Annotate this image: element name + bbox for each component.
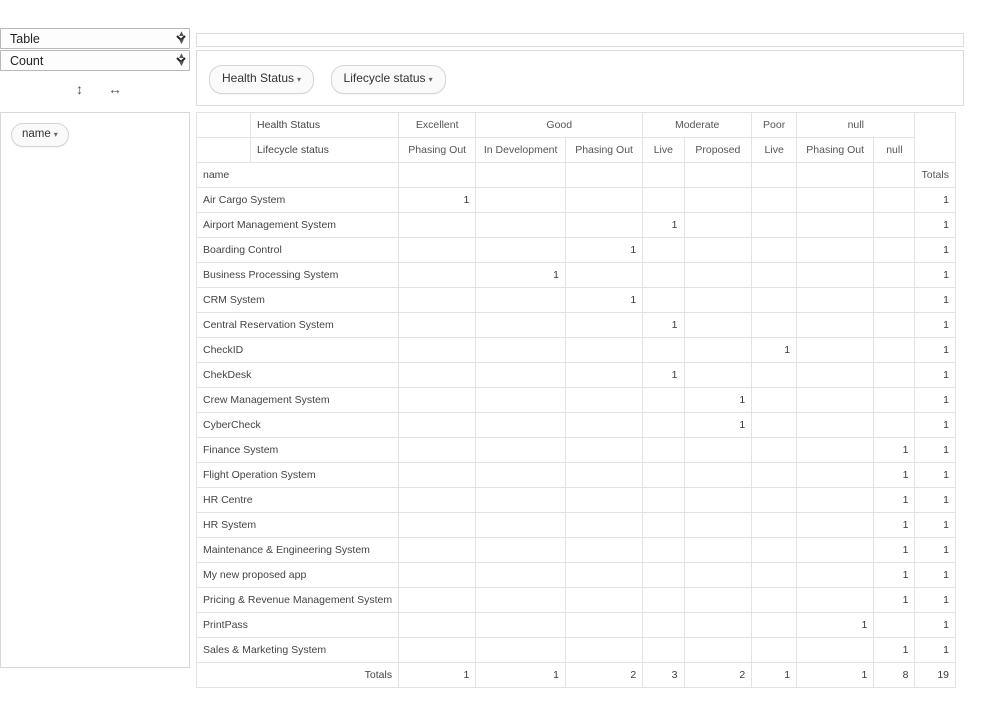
corner-blank-totals-top (915, 113, 956, 163)
filter-fields-dropzone[interactable] (196, 50, 964, 106)
cell-r13-c4 (684, 513, 752, 538)
cell-r14-c6 (797, 538, 874, 563)
cell-r6-c4 (684, 338, 752, 363)
cell-r10-c6 (797, 438, 874, 463)
cell-r11-c1 (476, 463, 566, 488)
row-header-12[interactable]: HR Centre (197, 488, 399, 513)
cell-r15-c7: 1 (874, 563, 915, 588)
cell-r3-c0 (399, 263, 476, 288)
cell-r9-c3 (643, 413, 684, 438)
cell-r4-c5 (752, 288, 797, 313)
cell-r12-c0 (399, 488, 476, 513)
row-total-15: 1 (915, 563, 956, 588)
column-total-5: 1 (752, 663, 797, 688)
table-row (197, 588, 956, 613)
row-total-12: 1 (915, 488, 956, 513)
cell-r8-c7 (874, 388, 915, 413)
aggregator-select[interactable] (0, 50, 190, 71)
cell-r2-c0 (399, 238, 476, 263)
cell-r10-c1 (476, 438, 566, 463)
cell-r4-c3 (643, 288, 684, 313)
cell-r3-c3 (643, 263, 684, 288)
cell-r1-c2 (565, 213, 642, 238)
renderer-select-row (0, 28, 190, 49)
row-total-14: 1 (915, 538, 956, 563)
cell-r11-c7: 1 (874, 463, 915, 488)
table-row (197, 188, 956, 213)
filter-chip-lifecycle-status[interactable] (331, 65, 446, 94)
row-header-8[interactable]: Crew Management System (197, 388, 399, 413)
cell-r0-c5 (752, 188, 797, 213)
cell-r0-c1 (476, 188, 566, 213)
cell-r18-c6 (797, 638, 874, 663)
spinner-down-icon: ▼ (177, 59, 186, 68)
spinner-down-icon: ▼ (177, 37, 186, 46)
totals-column-header: Totals (915, 163, 956, 188)
table-row (197, 238, 956, 263)
cell-r13-c7: 1 (874, 513, 915, 538)
corner-blank-4 (476, 163, 566, 188)
col-group-null[interactable]: null (797, 113, 915, 138)
table-row (197, 388, 956, 413)
filter-chip-label: Lifecycle status (343, 71, 426, 85)
column-total-7: 8 (874, 663, 915, 688)
cell-r18-c0 (399, 638, 476, 663)
cell-r9-c6 (797, 413, 874, 438)
corner-blank-3 (399, 163, 476, 188)
cell-r8-c6 (797, 388, 874, 413)
cell-r5-c6 (797, 313, 874, 338)
cell-r9-c7 (874, 413, 915, 438)
cell-r15-c3 (643, 563, 684, 588)
row-total-10: 1 (915, 438, 956, 463)
cell-r13-c6 (797, 513, 874, 538)
row-header-7[interactable]: ChekDesk (197, 363, 399, 388)
table-row (197, 463, 956, 488)
row-header-18[interactable]: Sales & Marketing System (197, 638, 399, 663)
cell-r6-c5: 1 (752, 338, 797, 363)
cell-r14-c2 (565, 538, 642, 563)
row-total-7: 1 (915, 363, 956, 388)
row-header-4[interactable]: CRM System (197, 288, 399, 313)
cell-r9-c1 (476, 413, 566, 438)
row-header-3[interactable]: Business Processing System (197, 263, 399, 288)
cell-r18-c7: 1 (874, 638, 915, 663)
cell-r2-c5 (752, 238, 797, 263)
cell-r11-c5 (752, 463, 797, 488)
column-total-6: 1 (797, 663, 874, 688)
column-total-2: 2 (565, 663, 642, 688)
cell-r16-c0 (399, 588, 476, 613)
cell-r11-c6 (797, 463, 874, 488)
column-total-0: 1 (399, 663, 476, 688)
row-header-5[interactable]: Central Reservation System (197, 313, 399, 338)
col-sub-6[interactable]: Phasing Out (797, 138, 874, 163)
cell-r12-c7: 1 (874, 488, 915, 513)
field-chip-name[interactable] (11, 123, 69, 147)
cell-r17-c6: 1 (797, 613, 874, 638)
cell-r17-c5 (752, 613, 797, 638)
col-sub-0[interactable]: Phasing Out (399, 138, 476, 163)
cell-r7-c6 (797, 363, 874, 388)
cell-r1-c3: 1 (643, 213, 684, 238)
chevron-down-icon: ▾ (297, 75, 302, 84)
cell-r0-c7 (874, 188, 915, 213)
cell-r18-c1 (476, 638, 566, 663)
cell-r10-c4 (684, 438, 752, 463)
row-header-6[interactable]: CheckID (197, 338, 399, 363)
cell-r15-c1 (476, 563, 566, 588)
corner-blank-9 (797, 163, 874, 188)
spinner-up-icon: ▲ (177, 51, 186, 60)
cell-r16-c6 (797, 588, 874, 613)
cell-r16-c3 (643, 588, 684, 613)
cell-r2-c2: 1 (565, 238, 642, 263)
row-header-17[interactable]: PrintPass (197, 613, 399, 638)
column-total-4: 2 (684, 663, 752, 688)
table-row (197, 488, 956, 513)
cell-r12-c4 (684, 488, 752, 513)
pivot-foot (197, 663, 956, 688)
row-total-5: 1 (915, 313, 956, 338)
cell-r3-c1: 1 (476, 263, 566, 288)
row-header-2[interactable]: Boarding Control (197, 238, 399, 263)
cell-r18-c3 (643, 638, 684, 663)
table-row (197, 638, 956, 663)
corner-blank-2 (197, 138, 251, 163)
row-attr-label-name: name (197, 163, 399, 188)
cell-r5-c5 (752, 313, 797, 338)
row-header-11[interactable]: Flight Operation System (197, 463, 399, 488)
row-total-13: 1 (915, 513, 956, 538)
row-header-1[interactable]: Airport Management System (197, 213, 399, 238)
col-group-excellent[interactable]: Excellent (399, 113, 476, 138)
row-total-9: 1 (915, 413, 956, 438)
pivot-head-row-rowattr (197, 163, 956, 188)
cell-r17-c1 (476, 613, 566, 638)
cell-r12-c5 (752, 488, 797, 513)
cell-r12-c2 (565, 488, 642, 513)
cell-r14-c5 (752, 538, 797, 563)
cell-r7-c1 (476, 363, 566, 388)
col-group-moderate[interactable]: Moderate (643, 113, 752, 138)
grand-total: 19 (915, 663, 956, 688)
aggregator-select-row (0, 50, 190, 71)
table-row (197, 263, 956, 288)
cell-r7-c4 (684, 363, 752, 388)
pivot-body (197, 188, 956, 663)
drag-handles-row (0, 72, 190, 108)
corner-blank-6 (643, 163, 684, 188)
cell-r14-c3 (643, 538, 684, 563)
cell-r15-c5 (752, 563, 797, 588)
renderer-select[interactable] (0, 28, 190, 49)
col-sub-2[interactable]: Phasing Out (565, 138, 642, 163)
corner-blank-10 (874, 163, 915, 188)
cell-r16-c1 (476, 588, 566, 613)
corner-blank-8 (752, 163, 797, 188)
cell-r16-c2 (565, 588, 642, 613)
cell-r13-c3 (643, 513, 684, 538)
aggregator-select-spinner[interactable] (177, 52, 186, 69)
cell-r14-c7: 1 (874, 538, 915, 563)
pivot-head-row-groups (197, 113, 956, 138)
cell-r7-c0 (399, 363, 476, 388)
totals-row (197, 663, 956, 688)
row-header-16[interactable]: Pricing & Revenue Management System (197, 588, 399, 613)
filter-chip-label: Health Status (222, 71, 295, 85)
row-total-18: 1 (915, 638, 956, 663)
cell-r10-c0 (399, 438, 476, 463)
row-total-3: 1 (915, 263, 956, 288)
column-total-3: 3 (643, 663, 684, 688)
cell-r8-c3 (643, 388, 684, 413)
cell-r1-c7 (874, 213, 915, 238)
row-header-14[interactable]: Maintenance & Engineering System (197, 538, 399, 563)
table-row (197, 538, 956, 563)
cell-r14-c4 (684, 538, 752, 563)
cell-r1-c0 (399, 213, 476, 238)
cell-r5-c3: 1 (643, 313, 684, 338)
cell-r16-c7: 1 (874, 588, 915, 613)
table-row (197, 413, 956, 438)
cell-r18-c4 (684, 638, 752, 663)
cell-r12-c3 (643, 488, 684, 513)
cell-r12-c6 (797, 488, 874, 513)
renderer-select-spinner[interactable] (177, 30, 186, 47)
cell-r0-c2 (565, 188, 642, 213)
cell-r2-c4 (684, 238, 752, 263)
unused-fields-panel[interactable] (0, 112, 190, 668)
cell-r10-c5 (752, 438, 797, 463)
cell-r5-c2 (565, 313, 642, 338)
cell-r9-c2 (565, 413, 642, 438)
chevron-down-icon: ▾ (428, 75, 433, 84)
cell-r0-c0: 1 (399, 188, 476, 213)
cell-r7-c5 (752, 363, 797, 388)
cell-r6-c3 (643, 338, 684, 363)
cell-r9-c0 (399, 413, 476, 438)
cell-r12-c1 (476, 488, 566, 513)
cell-r17-c2 (565, 613, 642, 638)
filter-chip-health-status[interactable] (209, 65, 314, 94)
cell-r3-c7 (874, 263, 915, 288)
cell-r6-c0 (399, 338, 476, 363)
cell-r10-c3 (643, 438, 684, 463)
cell-r18-c2 (565, 638, 642, 663)
field-chip-label: name (22, 128, 51, 140)
cell-r5-c0 (399, 313, 476, 338)
cell-r10-c7: 1 (874, 438, 915, 463)
col-sub-4[interactable]: Proposed (684, 138, 752, 163)
cell-r6-c6 (797, 338, 874, 363)
cell-r11-c4 (684, 463, 752, 488)
table-row (197, 213, 956, 238)
row-total-4: 1 (915, 288, 956, 313)
col-sub-1[interactable]: In Development (476, 138, 566, 163)
cell-r9-c4: 1 (684, 413, 752, 438)
chevron-down-icon: ▾ (53, 130, 58, 139)
col-attr-label-health-status: Health Status (251, 113, 399, 138)
cell-r9-c5 (752, 413, 797, 438)
pivot-table-container (196, 112, 956, 688)
cell-r7-c2 (565, 363, 642, 388)
cell-r0-c3 (643, 188, 684, 213)
table-row (197, 338, 956, 363)
column-fields-dropzone[interactable] (196, 33, 964, 47)
vertical-arrow-icon[interactable]: ↕ (76, 81, 83, 97)
row-header-10[interactable]: Finance System (197, 438, 399, 463)
cell-r16-c5 (752, 588, 797, 613)
cell-r13-c1 (476, 513, 566, 538)
col-attr-label-lifecycle-status: Lifecycle status (251, 138, 399, 163)
cell-r18-c5 (752, 638, 797, 663)
table-row (197, 513, 956, 538)
row-total-2: 1 (915, 238, 956, 263)
pivot-table (196, 112, 956, 688)
col-sub-3[interactable]: Live (643, 138, 684, 163)
col-sub-7[interactable]: null (874, 138, 915, 163)
row-total-16: 1 (915, 588, 956, 613)
table-row (197, 563, 956, 588)
cell-r17-c3 (643, 613, 684, 638)
corner-blank-1 (197, 113, 251, 138)
cell-r3-c6 (797, 263, 874, 288)
cell-r17-c0 (399, 613, 476, 638)
row-total-8: 1 (915, 388, 956, 413)
row-header-9[interactable]: CyberCheck (197, 413, 399, 438)
spinner-up-icon: ▲ (177, 29, 186, 38)
totals-row-label: Totals (197, 663, 399, 688)
cell-r3-c2 (565, 263, 642, 288)
col-sub-5[interactable]: Live (752, 138, 797, 163)
cell-r6-c7 (874, 338, 915, 363)
row-header-13[interactable]: HR System (197, 513, 399, 538)
cell-r17-c7 (874, 613, 915, 638)
cell-r2-c6 (797, 238, 874, 263)
table-row (197, 363, 956, 388)
cell-r5-c4 (684, 313, 752, 338)
cell-r13-c5 (752, 513, 797, 538)
cell-r6-c1 (476, 338, 566, 363)
cell-r15-c6 (797, 563, 874, 588)
cell-r14-c0 (399, 538, 476, 563)
cell-r8-c0 (399, 388, 476, 413)
row-total-11: 1 (915, 463, 956, 488)
cell-r16-c4 (684, 588, 752, 613)
cell-r3-c4 (684, 263, 752, 288)
pivot-head-row-sub (197, 138, 956, 163)
row-header-0[interactable]: Air Cargo System (197, 188, 399, 213)
cell-r2-c7 (874, 238, 915, 263)
cell-r6-c2 (565, 338, 642, 363)
row-total-0: 1 (915, 188, 956, 213)
table-row (197, 438, 956, 463)
col-group-good[interactable]: Good (476, 113, 643, 138)
cell-r8-c4: 1 (684, 388, 752, 413)
pivot-head (197, 113, 956, 188)
column-total-1: 1 (476, 663, 566, 688)
cell-r8-c5 (752, 388, 797, 413)
cell-r13-c0 (399, 513, 476, 538)
cell-r7-c7 (874, 363, 915, 388)
cell-r14-c1 (476, 538, 566, 563)
corner-blank-5 (565, 163, 642, 188)
cell-r3-c5 (752, 263, 797, 288)
cell-r15-c0 (399, 563, 476, 588)
cell-r17-c4 (684, 613, 752, 638)
table-row (197, 313, 956, 338)
cell-r0-c4 (684, 188, 752, 213)
row-total-17: 1 (915, 613, 956, 638)
cell-r4-c7 (874, 288, 915, 313)
cell-r0-c6 (797, 188, 874, 213)
cell-r1-c4 (684, 213, 752, 238)
cell-r2-c1 (476, 238, 566, 263)
cell-r10-c2 (565, 438, 642, 463)
col-group-poor[interactable]: Poor (752, 113, 797, 138)
table-row (197, 288, 956, 313)
corner-blank-7 (684, 163, 752, 188)
cell-r4-c0 (399, 288, 476, 313)
cell-r4-c6 (797, 288, 874, 313)
row-total-6: 1 (915, 338, 956, 363)
table-row (197, 613, 956, 638)
cell-r13-c2 (565, 513, 642, 538)
cell-r11-c3 (643, 463, 684, 488)
cell-r4-c2: 1 (565, 288, 642, 313)
cell-r1-c1 (476, 213, 566, 238)
cell-r15-c2 (565, 563, 642, 588)
cell-r8-c2 (565, 388, 642, 413)
cell-r5-c1 (476, 313, 566, 338)
cell-r8-c1 (476, 388, 566, 413)
horizontal-arrow-icon[interactable]: ↔ (108, 81, 122, 97)
cell-r1-c6 (797, 213, 874, 238)
cell-r5-c7 (874, 313, 915, 338)
cell-r15-c4 (684, 563, 752, 588)
row-total-1: 1 (915, 213, 956, 238)
cell-r4-c4 (684, 288, 752, 313)
row-header-15[interactable]: My new proposed app (197, 563, 399, 588)
cell-r7-c3: 1 (643, 363, 684, 388)
cell-r1-c5 (752, 213, 797, 238)
cell-r4-c1 (476, 288, 566, 313)
cell-r11-c0 (399, 463, 476, 488)
pivot-controls (0, 28, 190, 108)
cell-r11-c2 (565, 463, 642, 488)
cell-r2-c3 (643, 238, 684, 263)
